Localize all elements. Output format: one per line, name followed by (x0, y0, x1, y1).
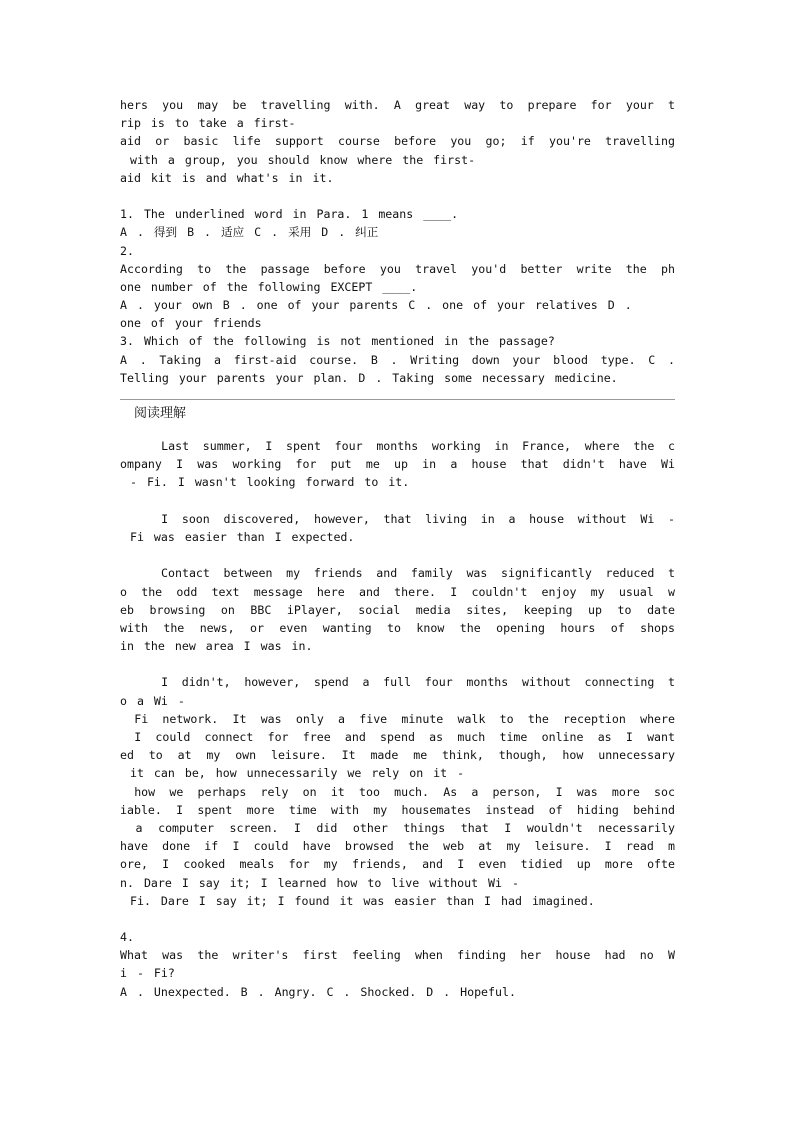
question-block-1-3 (120, 205, 675, 387)
question-4-options: A . Unexpected. B . Angry. C . Shocked. D . Hopeful. (120, 984, 516, 999)
passage-line: with a group, you should know where the first- (120, 152, 476, 167)
question-4-stem: i - Fi? (120, 966, 175, 981)
passage-line: rip is to take a first- (120, 116, 296, 131)
passage-line: o a Wi - (120, 693, 185, 708)
passage-line: I soon discovered, however, that living in a house without Wi - (120, 511, 675, 526)
question-3-stem: 3. Which of the following is not mentioned in the passage? (120, 334, 555, 349)
passage-line: ore, I cooked meals for my friends, and I even tidied up more ofte (120, 857, 675, 872)
question-3-options: A . Taking a first-aid course. B . Writing down your blood type. C . (120, 352, 675, 367)
passage-line: o the odd text message here and there. I couldn't enjoy my usual w (120, 584, 675, 599)
first-passage-tail (120, 96, 675, 187)
question-2-stem: According to the passage before you travel you'd better write the ph (120, 261, 675, 276)
passage-line: in the new area I was in. (120, 639, 313, 654)
reading-passage (120, 437, 675, 910)
passage-line: aid or basic life support course before you go; if you're travelling (120, 134, 675, 149)
passage-line: - Fi. I wasn't looking forward to it. (120, 475, 410, 490)
question-2-options: A . your own B . one of your parents C . one of your relatives D . (120, 298, 632, 313)
spacer (120, 546, 675, 564)
passage-line: n. Dare I say it; I learned how to live without Wi - (120, 875, 519, 890)
question-1-options: A . 得到 B . 适应 C . 采用 D . 纠正 (120, 225, 379, 240)
question-2-options: one of your friends (120, 316, 262, 331)
passage-line: how we perhaps rely on it too much. As a person, I was more soc (120, 784, 675, 799)
passage-line: I could connect for free and spend as much time online as I want (120, 730, 675, 744)
paragraph-1 (120, 437, 675, 492)
passage-line: a computer screen. I did other things that I wouldn't necessarily (120, 820, 675, 835)
passage-line: hers you may be travelling with. A great way to prepare for your t (120, 98, 675, 112)
passage-line: I didn't, however, spend a full four months without connecting t (120, 675, 675, 690)
spacer (120, 655, 675, 673)
question-block-4 (120, 928, 675, 1001)
passage-line: Fi was easier than I expected. (120, 529, 355, 544)
question-3-options: Telling your parents your plan. D . Taking some necessary medicine. (120, 370, 618, 385)
passage-line: iable. I spent more time with my housemates instead of hiding behind (120, 802, 675, 817)
paragraph-2 (120, 510, 675, 546)
paragraph-3 (120, 564, 675, 655)
question-4-stem: What was the writer's first feeling when finding her house had no W (120, 948, 675, 963)
passage-line: have done if I could have browsed the web at my leisure. I read m (120, 839, 675, 854)
passage-line: Contact between my friends and family was significantly reduced t (120, 566, 675, 581)
section-title: 阅读理解 (134, 406, 187, 421)
passage-line: with the news, or even wanting to know the opening hours of shops (120, 620, 675, 635)
question-1-stem: 1. The underlined word in Para. 1 means ____. (120, 207, 459, 222)
passage-line: Fi network. It was only a five minute walk to the reception where (120, 711, 675, 726)
section-divider (120, 399, 675, 400)
document-page (120, 96, 675, 1001)
spacer (120, 910, 675, 928)
passage-line: eb browsing on BBC iPlayer, social media sites, keeping up to date (120, 602, 675, 617)
passage-line: Last summer, I spent four months working in France, where the c (120, 439, 675, 453)
question-2-number: 2. (120, 243, 134, 258)
passage-line: ed to at my own leisure. It made me think, though, how unnecessary (120, 748, 675, 763)
passage-line: it can be, how unnecessarily we rely on it - (120, 766, 465, 781)
paragraph-4 (120, 673, 675, 909)
question-2-stem: one number of the following EXCEPT ____. (120, 279, 418, 294)
passage-line: aid kit is and what's in it. (120, 170, 334, 185)
spacer (120, 187, 675, 205)
question-4-number: 4. (120, 930, 134, 945)
spacer (120, 492, 675, 510)
passage-line: ompany I was working for put me up in a house that didn't have Wi (120, 457, 675, 472)
passage-line: Fi. Dare I say it; I found it was easier than I had imagined. (120, 893, 595, 908)
